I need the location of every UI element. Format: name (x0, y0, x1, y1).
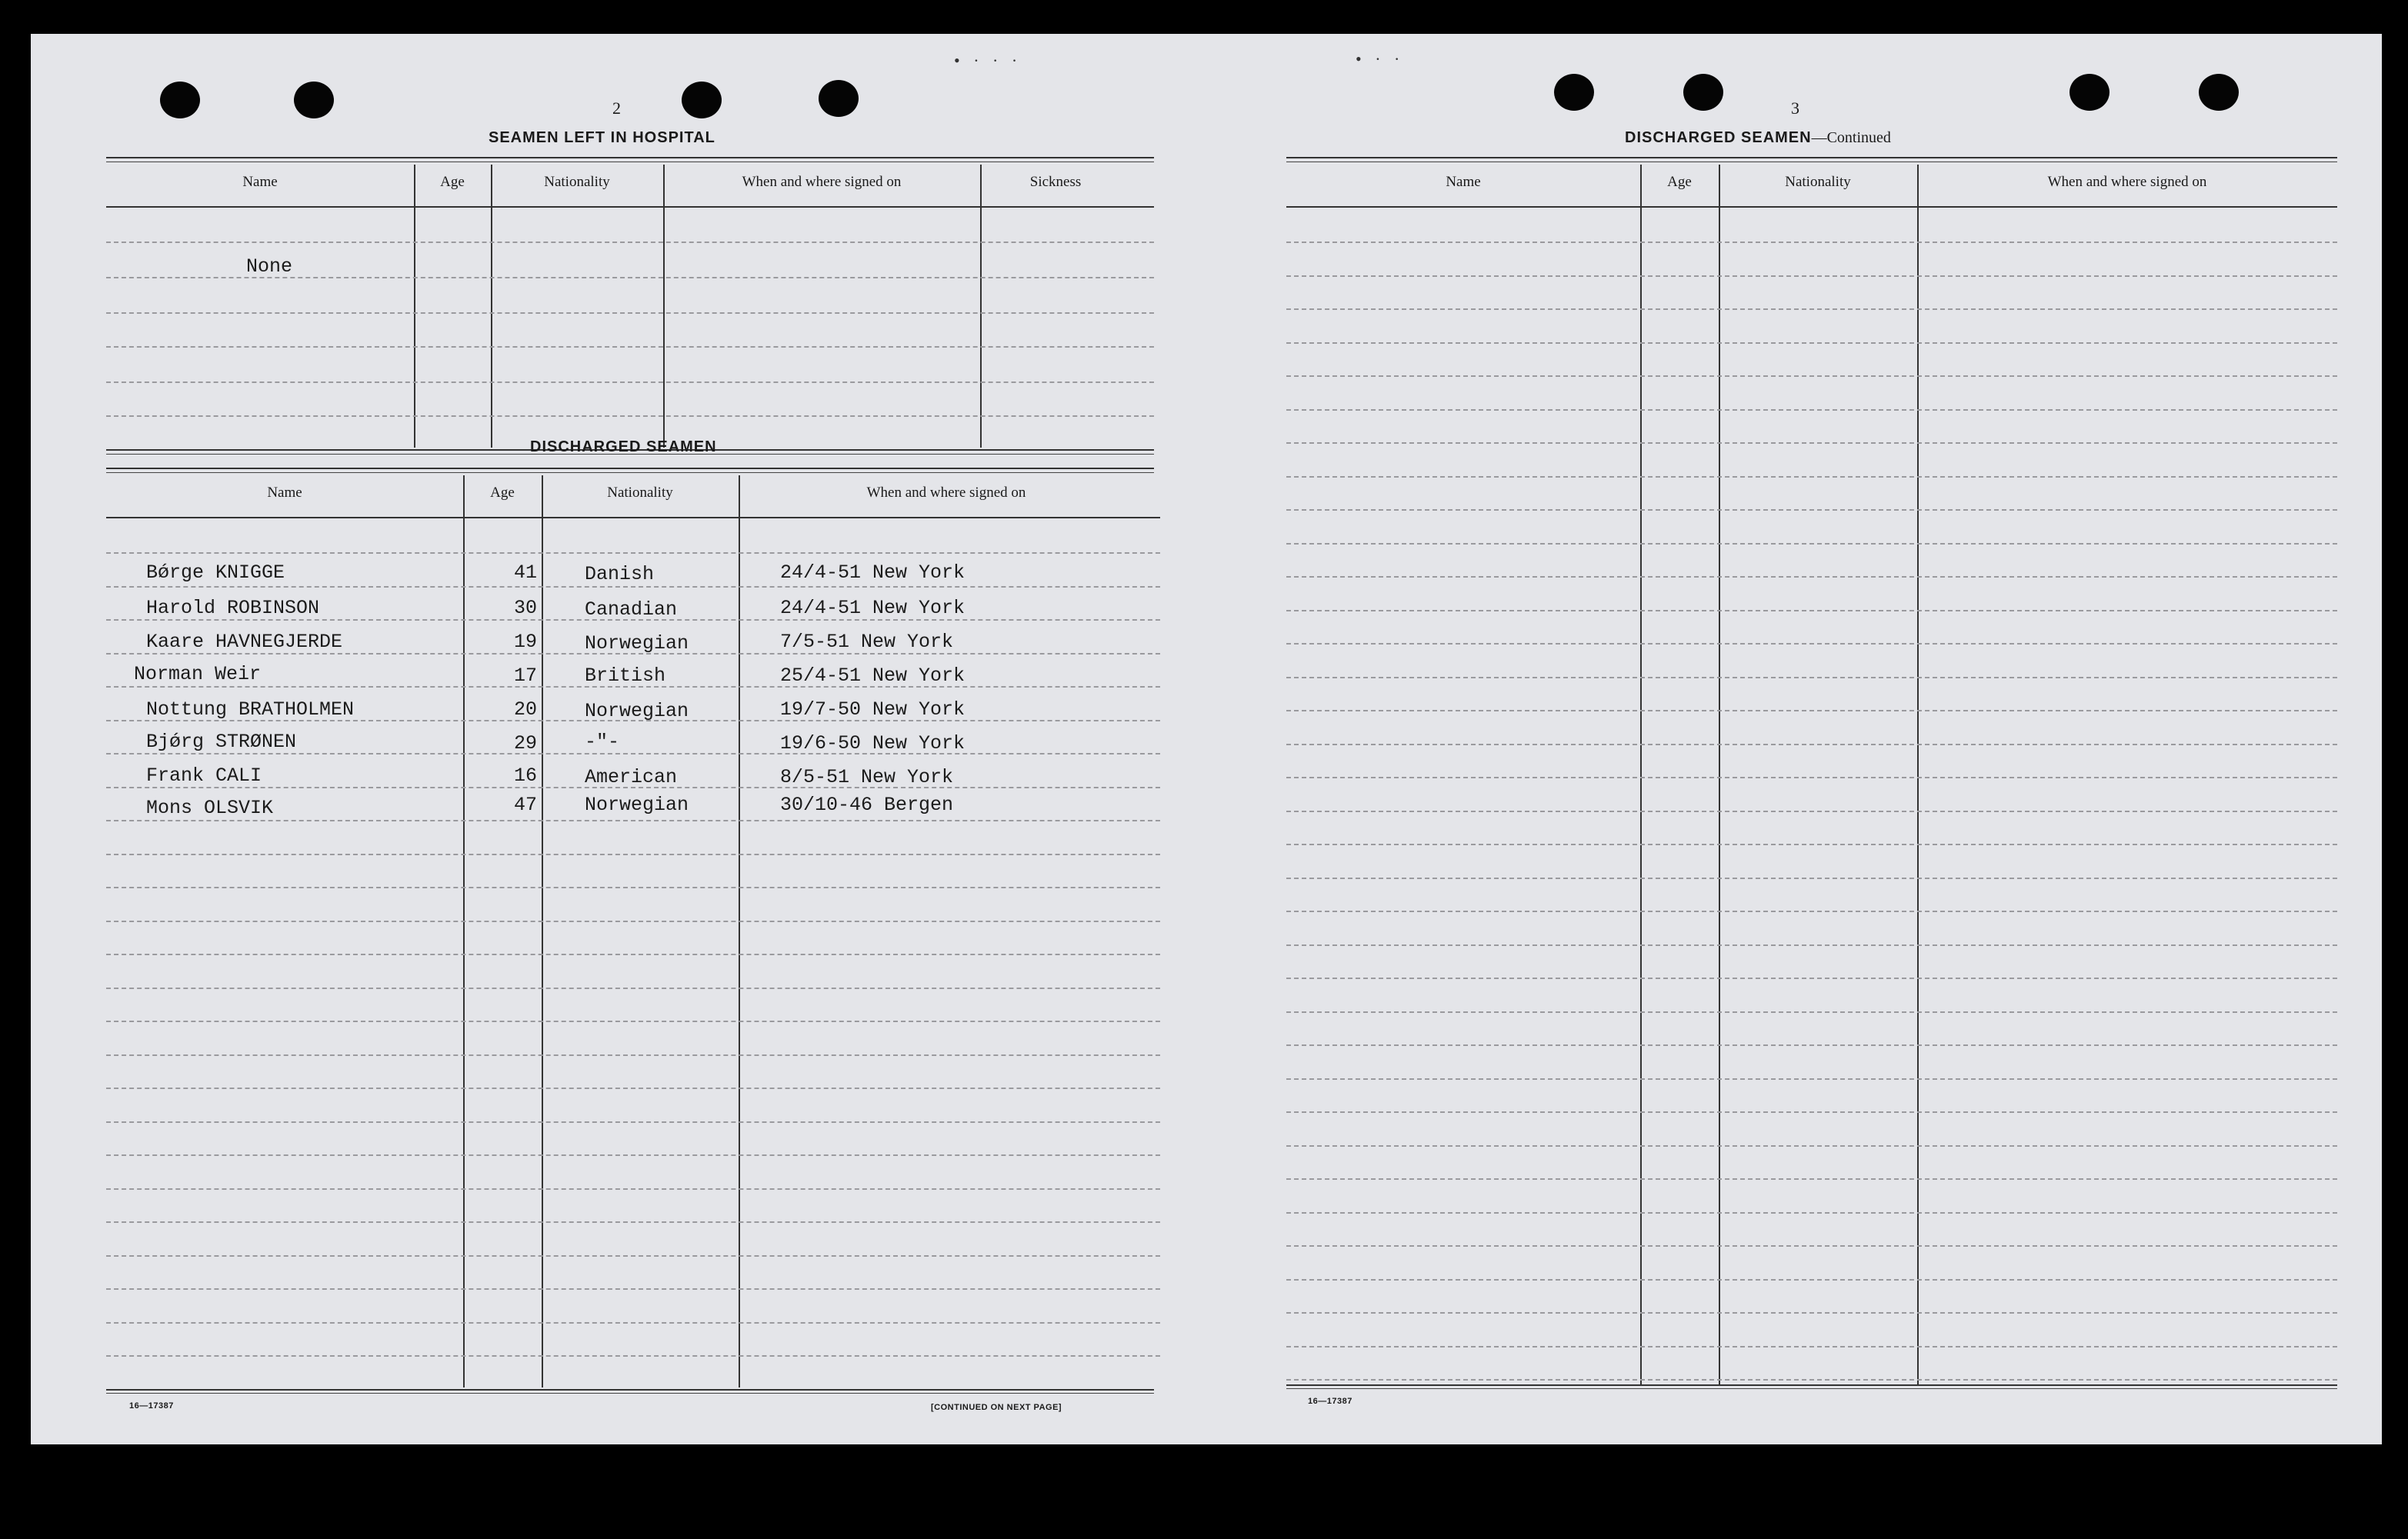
seaman-nationality: Norwegian (585, 700, 689, 722)
seaman-name: Norman Weir (134, 663, 262, 685)
column-divider (663, 165, 665, 448)
row-line (106, 312, 1154, 314)
seaman-name: Kaare HAVNEGJERDE (146, 631, 343, 653)
row-line (106, 1054, 1160, 1056)
column-divider (463, 475, 465, 1387)
punch-hole (1683, 74, 1723, 111)
row-line (106, 1154, 1160, 1156)
table-bottom-rule (1286, 1384, 2337, 1389)
seaman-age: 17 (514, 665, 538, 687)
punch-hole (819, 80, 859, 117)
continued-note: [CONTINUED ON NEXT PAGE] (931, 1403, 1062, 1412)
column-header-age: Age (440, 174, 465, 190)
row-line (1286, 1212, 2337, 1214)
row-line (1286, 442, 2337, 444)
row-line (1286, 1279, 2337, 1281)
row-line (1286, 811, 2337, 812)
seaman-signed-on: 24/4-51 New York (780, 597, 966, 619)
row-line (1286, 1178, 2337, 1180)
row-line (106, 921, 1160, 922)
row-line (1286, 777, 2337, 778)
column-divider (491, 165, 492, 448)
row-line (1286, 677, 2337, 678)
hospital-heading: SEAMEN LEFT IN HOSPITAL (489, 129, 715, 146)
row-line (1286, 1312, 2337, 1314)
column-divider (414, 165, 415, 448)
column-header-name: Name (1446, 174, 1481, 190)
seaman-signed-on: 7/5-51 New York (780, 631, 954, 653)
punch-hole (1554, 74, 1594, 111)
hospital-name-cell: None (246, 255, 293, 278)
column-header-signed-on: When and where signed on (742, 174, 902, 190)
punch-hole (682, 82, 722, 118)
column-header-nationality: Nationality (607, 485, 673, 501)
row-line (1286, 1346, 2337, 1347)
page-number: 2 (612, 98, 621, 118)
row-line (1286, 476, 2337, 478)
discharged-table (106, 475, 1160, 1389)
row-line (1286, 1111, 2337, 1113)
row-line (1286, 308, 2337, 310)
seaman-name: Bjǿrg STRØNEN (146, 731, 297, 753)
discharged-continued-table (1286, 165, 2337, 1384)
row-line (1286, 1245, 2337, 1247)
column-divider (1719, 165, 1720, 1384)
discharged-continued-heading (1625, 129, 1891, 147)
row-line (106, 988, 1160, 989)
punch-hole (294, 82, 334, 118)
table-bottom-rule (106, 1389, 1154, 1394)
row-line (1286, 911, 2337, 912)
row-line (1286, 978, 2337, 979)
scan-specks: • · · (1356, 49, 1405, 68)
row-line (106, 887, 1160, 888)
column-header-age: Age (490, 485, 515, 501)
row-line (1286, 375, 2337, 377)
seaman-age: 29 (514, 732, 538, 755)
row-line (106, 753, 1160, 755)
seaman-nationality: Norwegian (585, 794, 689, 816)
hospital-table (106, 165, 1154, 449)
row-line (1286, 1145, 2337, 1147)
row-line (106, 1355, 1160, 1357)
row-line (1286, 1078, 2337, 1080)
row-line (106, 1121, 1160, 1123)
row-line (1286, 1044, 2337, 1046)
seaman-age: 47 (514, 794, 538, 816)
heading-suffix: —Continued (1811, 129, 1891, 146)
discharged-heading: DISCHARGED SEAMEN (530, 438, 717, 455)
seaman-nationality: -"- (585, 731, 620, 753)
row-line (1286, 409, 2337, 411)
seaman-age: 20 (514, 698, 538, 721)
column-divider (1917, 165, 1919, 1384)
seaman-nationality: British (585, 665, 666, 687)
double-rule (106, 468, 1154, 473)
row-line (1286, 1011, 2337, 1013)
row-line (106, 586, 1160, 588)
row-line (1286, 878, 2337, 879)
seaman-signed-on: 19/6-50 New York (780, 732, 966, 755)
row-line (106, 954, 1160, 955)
double-rule (106, 157, 1154, 162)
seaman-nationality: Canadian (585, 598, 678, 621)
row-line (106, 1288, 1160, 1290)
column-header-name: Name (267, 485, 302, 501)
row-line (106, 854, 1160, 855)
seaman-age: 30 (514, 597, 538, 619)
seaman-nationality: Norwegian (585, 632, 689, 655)
form-number: 16—17387 (129, 1401, 174, 1411)
table-header (106, 165, 1154, 208)
row-line (1286, 509, 2337, 511)
seaman-nationality: American (585, 766, 678, 788)
row-line (106, 1188, 1160, 1190)
row-line (1286, 610, 2337, 611)
row-line (1286, 844, 2337, 845)
double-rule (1286, 157, 2337, 162)
row-line (106, 381, 1154, 383)
seaman-signed-on: 8/5-51 New York (780, 766, 954, 788)
row-line (1286, 342, 2337, 344)
row-line (1286, 242, 2337, 243)
column-header-age: Age (1667, 174, 1692, 190)
seaman-name: Harold ROBINSON (146, 597, 320, 619)
punch-hole (2199, 74, 2239, 111)
row-line (1286, 944, 2337, 946)
column-header-name: Name (242, 174, 278, 190)
row-line (106, 415, 1154, 417)
column-header-signed-on: When and where signed on (866, 485, 1026, 501)
row-line (106, 1088, 1160, 1089)
row-line (1286, 710, 2337, 711)
seaman-name: Mons OLSVIK (146, 797, 274, 819)
column-divider (739, 475, 740, 1387)
row-line (106, 1221, 1160, 1223)
row-line (106, 346, 1154, 348)
heading-text: DISCHARGED SEAMEN (1625, 129, 1812, 146)
column-divider (542, 475, 543, 1387)
row-line (1286, 576, 2337, 578)
row-line (106, 242, 1154, 243)
form-number: 16—17387 (1308, 1397, 1352, 1406)
column-divider (980, 165, 982, 448)
seaman-signed-on: 30/10-46 Bergen (780, 794, 954, 816)
scan-specks: • · · · (954, 51, 1022, 70)
seaman-age: 41 (514, 561, 538, 584)
row-line (106, 1021, 1160, 1022)
row-line (1286, 643, 2337, 645)
row-line (106, 1255, 1160, 1257)
seaman-age: 19 (514, 631, 538, 653)
row-line (1286, 275, 2337, 277)
column-header-signed-on: When and where signed on (2047, 174, 2207, 190)
column-header-sickness: Sickness (1029, 174, 1082, 190)
document-sheet (31, 34, 2382, 1444)
table-header (106, 475, 1160, 518)
column-header-nationality: Nationality (544, 174, 610, 190)
column-divider (1640, 165, 1642, 1384)
row-line (106, 1322, 1160, 1324)
punch-hole (2069, 74, 2110, 111)
seaman-age: 16 (514, 765, 538, 787)
seaman-name: Frank CALI (146, 765, 262, 787)
seaman-nationality: Danish (585, 563, 655, 585)
seaman-name: Bǿrge KNIGGE (146, 561, 285, 584)
row-line (106, 820, 1160, 821)
table-header (1286, 165, 2337, 208)
page-number: 3 (1791, 98, 1799, 118)
row-line (106, 552, 1160, 554)
row-line (1286, 744, 2337, 745)
seaman-signed-on: 25/4-51 New York (780, 665, 966, 687)
seaman-name: Nottung BRATHOLMEN (146, 698, 355, 721)
seaman-signed-on: 24/4-51 New York (780, 561, 966, 584)
seaman-signed-on: 19/7-50 New York (780, 698, 966, 721)
row-line (1286, 543, 2337, 545)
punch-hole (160, 82, 200, 118)
row-line (1286, 1379, 2337, 1381)
column-header-nationality: Nationality (1785, 174, 1851, 190)
